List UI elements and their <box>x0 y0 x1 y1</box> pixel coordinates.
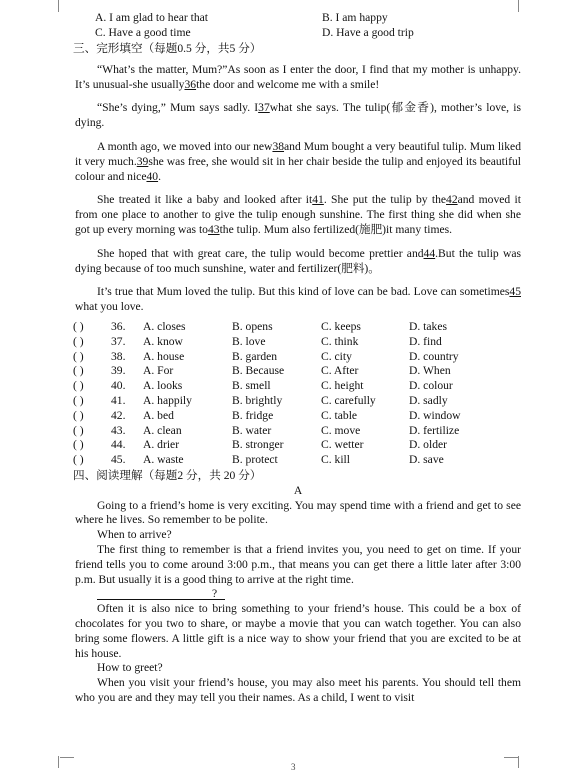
question-number: 39. <box>111 364 126 378</box>
choice-d: D. colour <box>409 379 453 393</box>
answer-bracket: ( ) <box>73 423 84 437</box>
choice-d: D. takes <box>409 319 447 333</box>
choice-d: D. When <box>409 364 451 378</box>
heading-how-to-greet: How to greet? <box>97 661 163 675</box>
choice-c: C. carefully <box>321 393 376 407</box>
question-row <box>75 364 521 379</box>
question-row <box>75 424 521 439</box>
choice-d: D. save <box>409 453 444 467</box>
answer-bracket: ( ) <box>73 393 84 407</box>
choice-b: B. smell <box>232 379 271 393</box>
choice-b: B. protect <box>232 453 278 467</box>
cloze-paragraph-2: “She’s dying,” Mum says sadly. I37what she says. The tulip(郁金香), mother’s love, is dying. <box>75 101 521 130</box>
section-3-title: 三、完形填空（每题0.5 分，共5 分） <box>73 42 262 55</box>
choice-a: A. closes <box>143 319 186 333</box>
blank-39: 39 <box>136 154 149 168</box>
answer-bracket: ( ) <box>73 453 84 467</box>
choice-a: A. know <box>143 334 183 348</box>
answer-bracket: ( ) <box>73 379 84 393</box>
choice-d: D. country <box>409 349 459 363</box>
crop-mark <box>518 756 533 768</box>
choice-b: B. water <box>232 423 272 437</box>
choice-c: C. height <box>321 379 364 393</box>
question-row <box>75 335 521 350</box>
previous-options-row-1 <box>75 11 521 26</box>
choice-a: A. waste <box>143 453 184 467</box>
answer-bracket: ( ) <box>73 334 84 348</box>
section-4-title: 四、阅读理解（每题2 分，共 20 分） <box>73 468 262 482</box>
question-number: 36. <box>111 319 126 333</box>
reading-paragraph-3: Often it is also nice to bring something to your friend’s house. This could be a box of chocolates for you two to share, or maybe a movie that you can watch together. You can also bring some flowers. A little gift is a nice way to show your friend that you are excited to be at his house. <box>75 602 521 660</box>
answer-bracket: ( ) <box>73 349 84 363</box>
cloze-paragraph-5: She hoped that with great care, the tulip would become prettier and44.But the tulip was dying because of too much sunshine, water and fertilizer(肥料)。 <box>75 246 522 275</box>
page-number: 3 <box>291 762 296 772</box>
choice-c: C. keeps <box>321 319 361 333</box>
choice-b: B. opens <box>232 319 273 333</box>
cloze-paragraph-4: She treated it like a baby and looked after it41. She put the tulip by the42and moved it from one place to another to give the tulip enough sunshine. The first thing she did when she got up every morning was to43the tulip. Mum also fertilized(施肥)it many times. <box>75 193 521 236</box>
cloze-paragraph-3: A month ago, we moved into our new38and Mum bought a very beautiful tulip. Mum liked it very much.39she was free, she would sit in her chair beside the tulip and enjoyed its beautiful colour and nice40. <box>75 139 522 183</box>
blank-44: 44 <box>423 246 436 260</box>
question-number: 38. <box>111 349 126 363</box>
blank-38: 38 <box>272 139 285 153</box>
crop-mark <box>58 0 73 12</box>
question-number: 43. <box>111 423 126 437</box>
question-number: 37. <box>111 334 126 348</box>
option-c: C. Have a good time <box>95 26 191 39</box>
blank-41: 41 <box>312 193 324 207</box>
choice-b: B. fridge <box>232 408 274 422</box>
passage-label: A <box>293 483 303 497</box>
choice-a: A. drier <box>143 438 180 452</box>
answer-bracket: ( ) <box>73 364 84 378</box>
question-number: 44. <box>111 438 126 452</box>
crop-mark <box>60 757 74 758</box>
question-mark: ? <box>212 587 218 601</box>
choice-d: D. fertilize <box>409 423 460 437</box>
choice-c: C. city <box>321 349 352 363</box>
question-number: 42. <box>111 408 126 422</box>
option-a: A. I am glad to hear that <box>95 11 208 24</box>
missing-heading-blank <box>75 587 521 602</box>
question-number: 41. <box>111 393 126 407</box>
cloze-question-list <box>75 320 521 468</box>
choice-a: A. For <box>143 364 174 378</box>
choice-c: C. move <box>321 423 361 437</box>
answer-bracket: ( ) <box>73 319 84 333</box>
option-d: D. Have a good trip <box>322 26 414 39</box>
blank-40: 40 <box>146 169 159 183</box>
choice-a: A. happily <box>143 393 192 407</box>
question-row <box>75 394 521 409</box>
question-number: 45. <box>111 453 126 467</box>
choice-b: B. garden <box>232 349 278 363</box>
blank-rule <box>97 599 225 600</box>
heading-when-to-arrive: When to arrive? <box>97 528 172 542</box>
reading-paragraph-1: Going to a friend’s home is very exciting. You may spend time with a friend and get to see where he lives. So remember to be polite. <box>75 498 521 527</box>
question-row <box>75 379 521 394</box>
choice-d: D. find <box>409 334 442 348</box>
blank-45: 45 <box>509 285 521 299</box>
choice-d: D. window <box>409 408 461 422</box>
question-row <box>75 409 521 424</box>
choice-d: D. sadly <box>409 393 448 407</box>
reading-paragraph-2: The first thing to remember is that a friend invites you, you need to get on time. If your friend tells you to come around 3:00 p.m., that means you can get there a little later after 3:00 p.m. But usually it is a good thing to arrive at the right time. <box>75 542 521 586</box>
previous-options-row-2 <box>75 26 521 41</box>
page-content <box>75 11 521 706</box>
choice-b: B. brightly <box>232 393 283 407</box>
answer-bracket: ( ) <box>73 408 84 422</box>
choice-b: B. stronger <box>232 438 284 452</box>
choice-a: A. clean <box>143 423 182 437</box>
choice-c: C. wetter <box>321 438 364 452</box>
question-row <box>75 350 521 365</box>
choice-c: C. After <box>321 364 359 378</box>
question-row <box>75 453 521 468</box>
option-b: B. I am happy <box>322 11 388 24</box>
choice-c: C. table <box>321 408 358 422</box>
question-number: 40. <box>111 379 126 393</box>
question-row <box>75 320 521 335</box>
blank-43: 43 <box>207 222 220 236</box>
choice-a: A. bed <box>143 408 174 422</box>
blank-42: 42 <box>446 193 458 207</box>
blank-36: 36 <box>184 77 197 91</box>
reading-paragraph-4: When you visit your friend’s house, you may also meet his parents. You should tell them who you are and they may tell you their names. As a child, I went to visit <box>75 676 521 705</box>
choice-b: B. love <box>232 334 266 348</box>
choice-c: C. kill <box>321 453 350 467</box>
cloze-paragraph-6: It’s true that Mum loved the tulip. But this kind of love can be bad. Love can sometimes45 what you love. <box>75 285 521 314</box>
question-row <box>75 438 521 453</box>
choice-a: A. looks <box>143 379 183 393</box>
choice-d: D. older <box>409 438 447 452</box>
choice-b: B. Because <box>232 364 285 378</box>
answer-bracket: ( ) <box>73 438 84 452</box>
blank-37: 37 <box>258 101 270 115</box>
choice-a: A. house <box>143 349 185 363</box>
choice-c: C. think <box>321 334 359 348</box>
cloze-paragraph-1: “What’s the matter, Mum?”As soon as I enter the door, I find that my mother is unhappy. It’s unusual-she usually36the door and welcome me with a smile! <box>75 62 521 91</box>
crop-mark <box>504 757 518 758</box>
